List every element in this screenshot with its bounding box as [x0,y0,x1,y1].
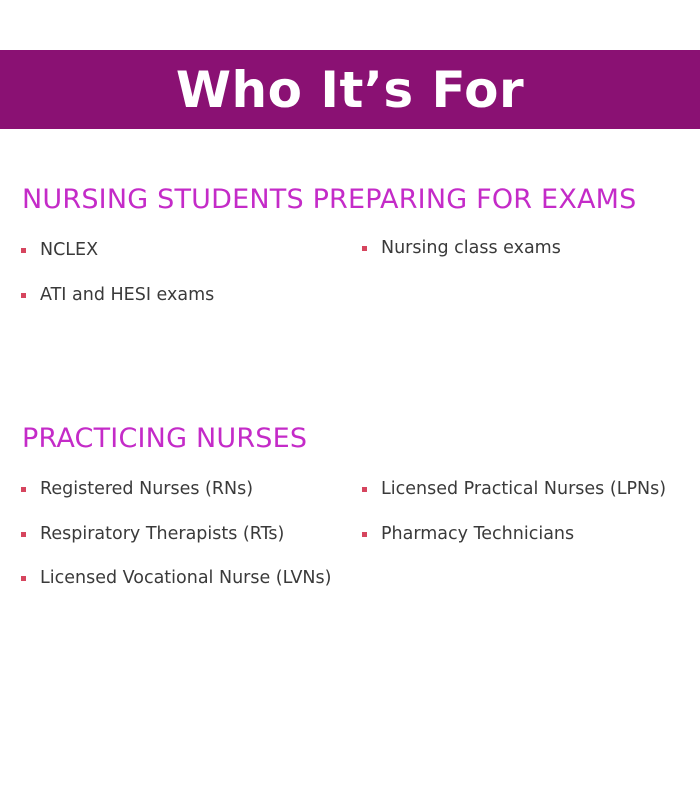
page-title: Who It’s For [175,60,525,119]
list-item-text: Respiratory Therapists (RTs) [40,524,285,544]
bullet-icon [21,248,26,253]
list-item [362,526,574,544]
list-item [21,526,284,544]
list-item-text: NCLEX [40,240,99,260]
list-item-text: Nursing class exams [381,238,561,258]
bullet-icon [21,487,26,492]
list-item-text: Registered Nurses (RNs) [40,479,254,499]
section-heading-nursing-students: NURSING STUDENTS PREPARING FOR EXAMS [22,184,637,215]
list-item-text: Licensed Practical Nurses (LPNs) [381,479,667,499]
list-item [362,240,561,258]
section-heading-practicing-nurses: PRACTICING NURSES [22,423,308,454]
bullet-icon [21,532,26,537]
bullet-icon [21,293,26,298]
list-item [362,481,666,499]
bullet-icon [362,246,367,251]
bullet-icon [362,487,367,492]
list-item [21,570,331,588]
list-item [21,287,214,305]
bullet-icon [362,532,367,537]
bullet-icon [21,576,26,581]
list-item-text: Licensed Vocational Nurse (LVNs) [40,568,332,588]
title-banner [0,50,700,129]
list-item-text: ATI and HESI exams [40,285,215,305]
list-item-text: Pharmacy Technicians [381,524,575,544]
list-item [21,481,253,499]
list-item [21,242,98,260]
